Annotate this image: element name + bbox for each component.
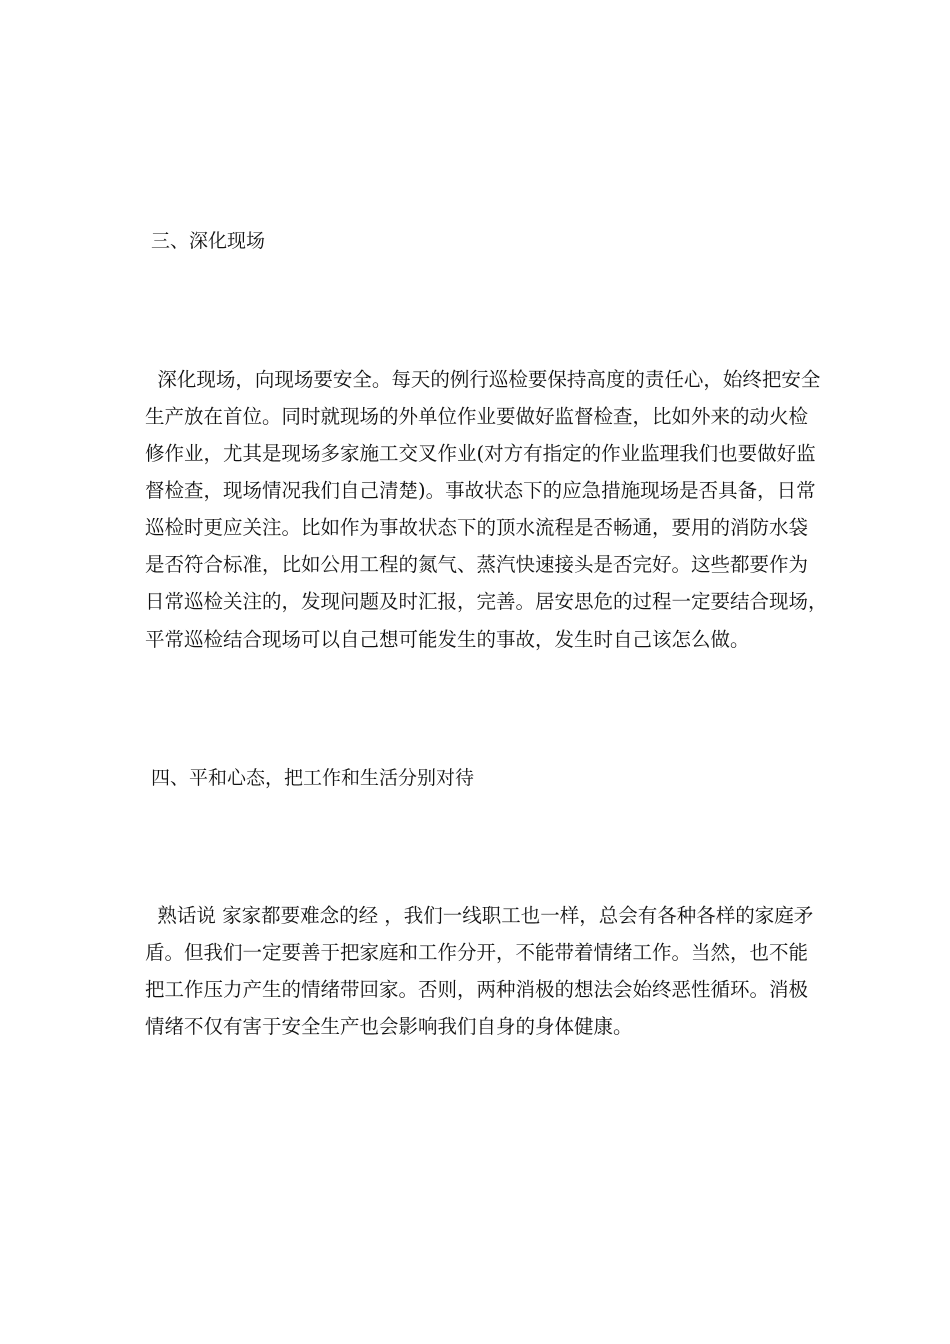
paragraph-line: 深化现场，向现场要安全。每天的例行巡检要保持高度的责任心，始终把安全 bbox=[145, 368, 821, 391]
paragraph-line: 熟话说 家家都要难念的经 ，我们一线职工也一样，总会有各种各样的家庭矛 bbox=[145, 904, 814, 927]
section-3-heading: 三、深化现场 bbox=[151, 230, 266, 252]
paragraph-line: 生产放在首位。同时就现场的外单位作业要做好监督检查，比如外来的动火检 bbox=[145, 405, 809, 428]
paragraph-line: 情绪不仅有害于安全生产也会影响我们自身的身体健康。 bbox=[145, 1015, 633, 1038]
paragraph-line: 是否符合标准，比如公用工程的氮气、蒸汽快速接头是否完好。这些都要作为 bbox=[145, 553, 809, 576]
section-4-heading: 四、平和心态，把工作和生活分别对待 bbox=[151, 767, 475, 789]
paragraph-line: 督检查，现场情况我们自己清楚)。事故状态下的应急措施现场是否具备，日常 bbox=[145, 479, 816, 502]
paragraph-line: 日常巡检关注的，发现问题及时汇报，完善。居安思危的过程一定要结合现场， bbox=[145, 590, 828, 613]
paragraph-line: 把工作压力产生的情绪带回家。否则，两种消极的想法会始终恶性循环。消极 bbox=[145, 978, 809, 1001]
paragraph-line: 巡检时更应关注。比如作为事故状态下的顶水流程是否畅通，要用的消防水袋 bbox=[145, 516, 809, 539]
paragraph-line: 修作业，尤其是现场多家施工交叉作业(对方有指定的作业监理我们也要做好监 bbox=[145, 442, 816, 465]
paragraph-line: 平常巡检结合现场可以自己想可能发生的事故，发生时自己该怎么做。 bbox=[145, 628, 750, 651]
paragraph-line: 盾。但我们一定要善于把家庭和工作分开，不能带着情绪工作。当然，也不能 bbox=[145, 941, 809, 964]
